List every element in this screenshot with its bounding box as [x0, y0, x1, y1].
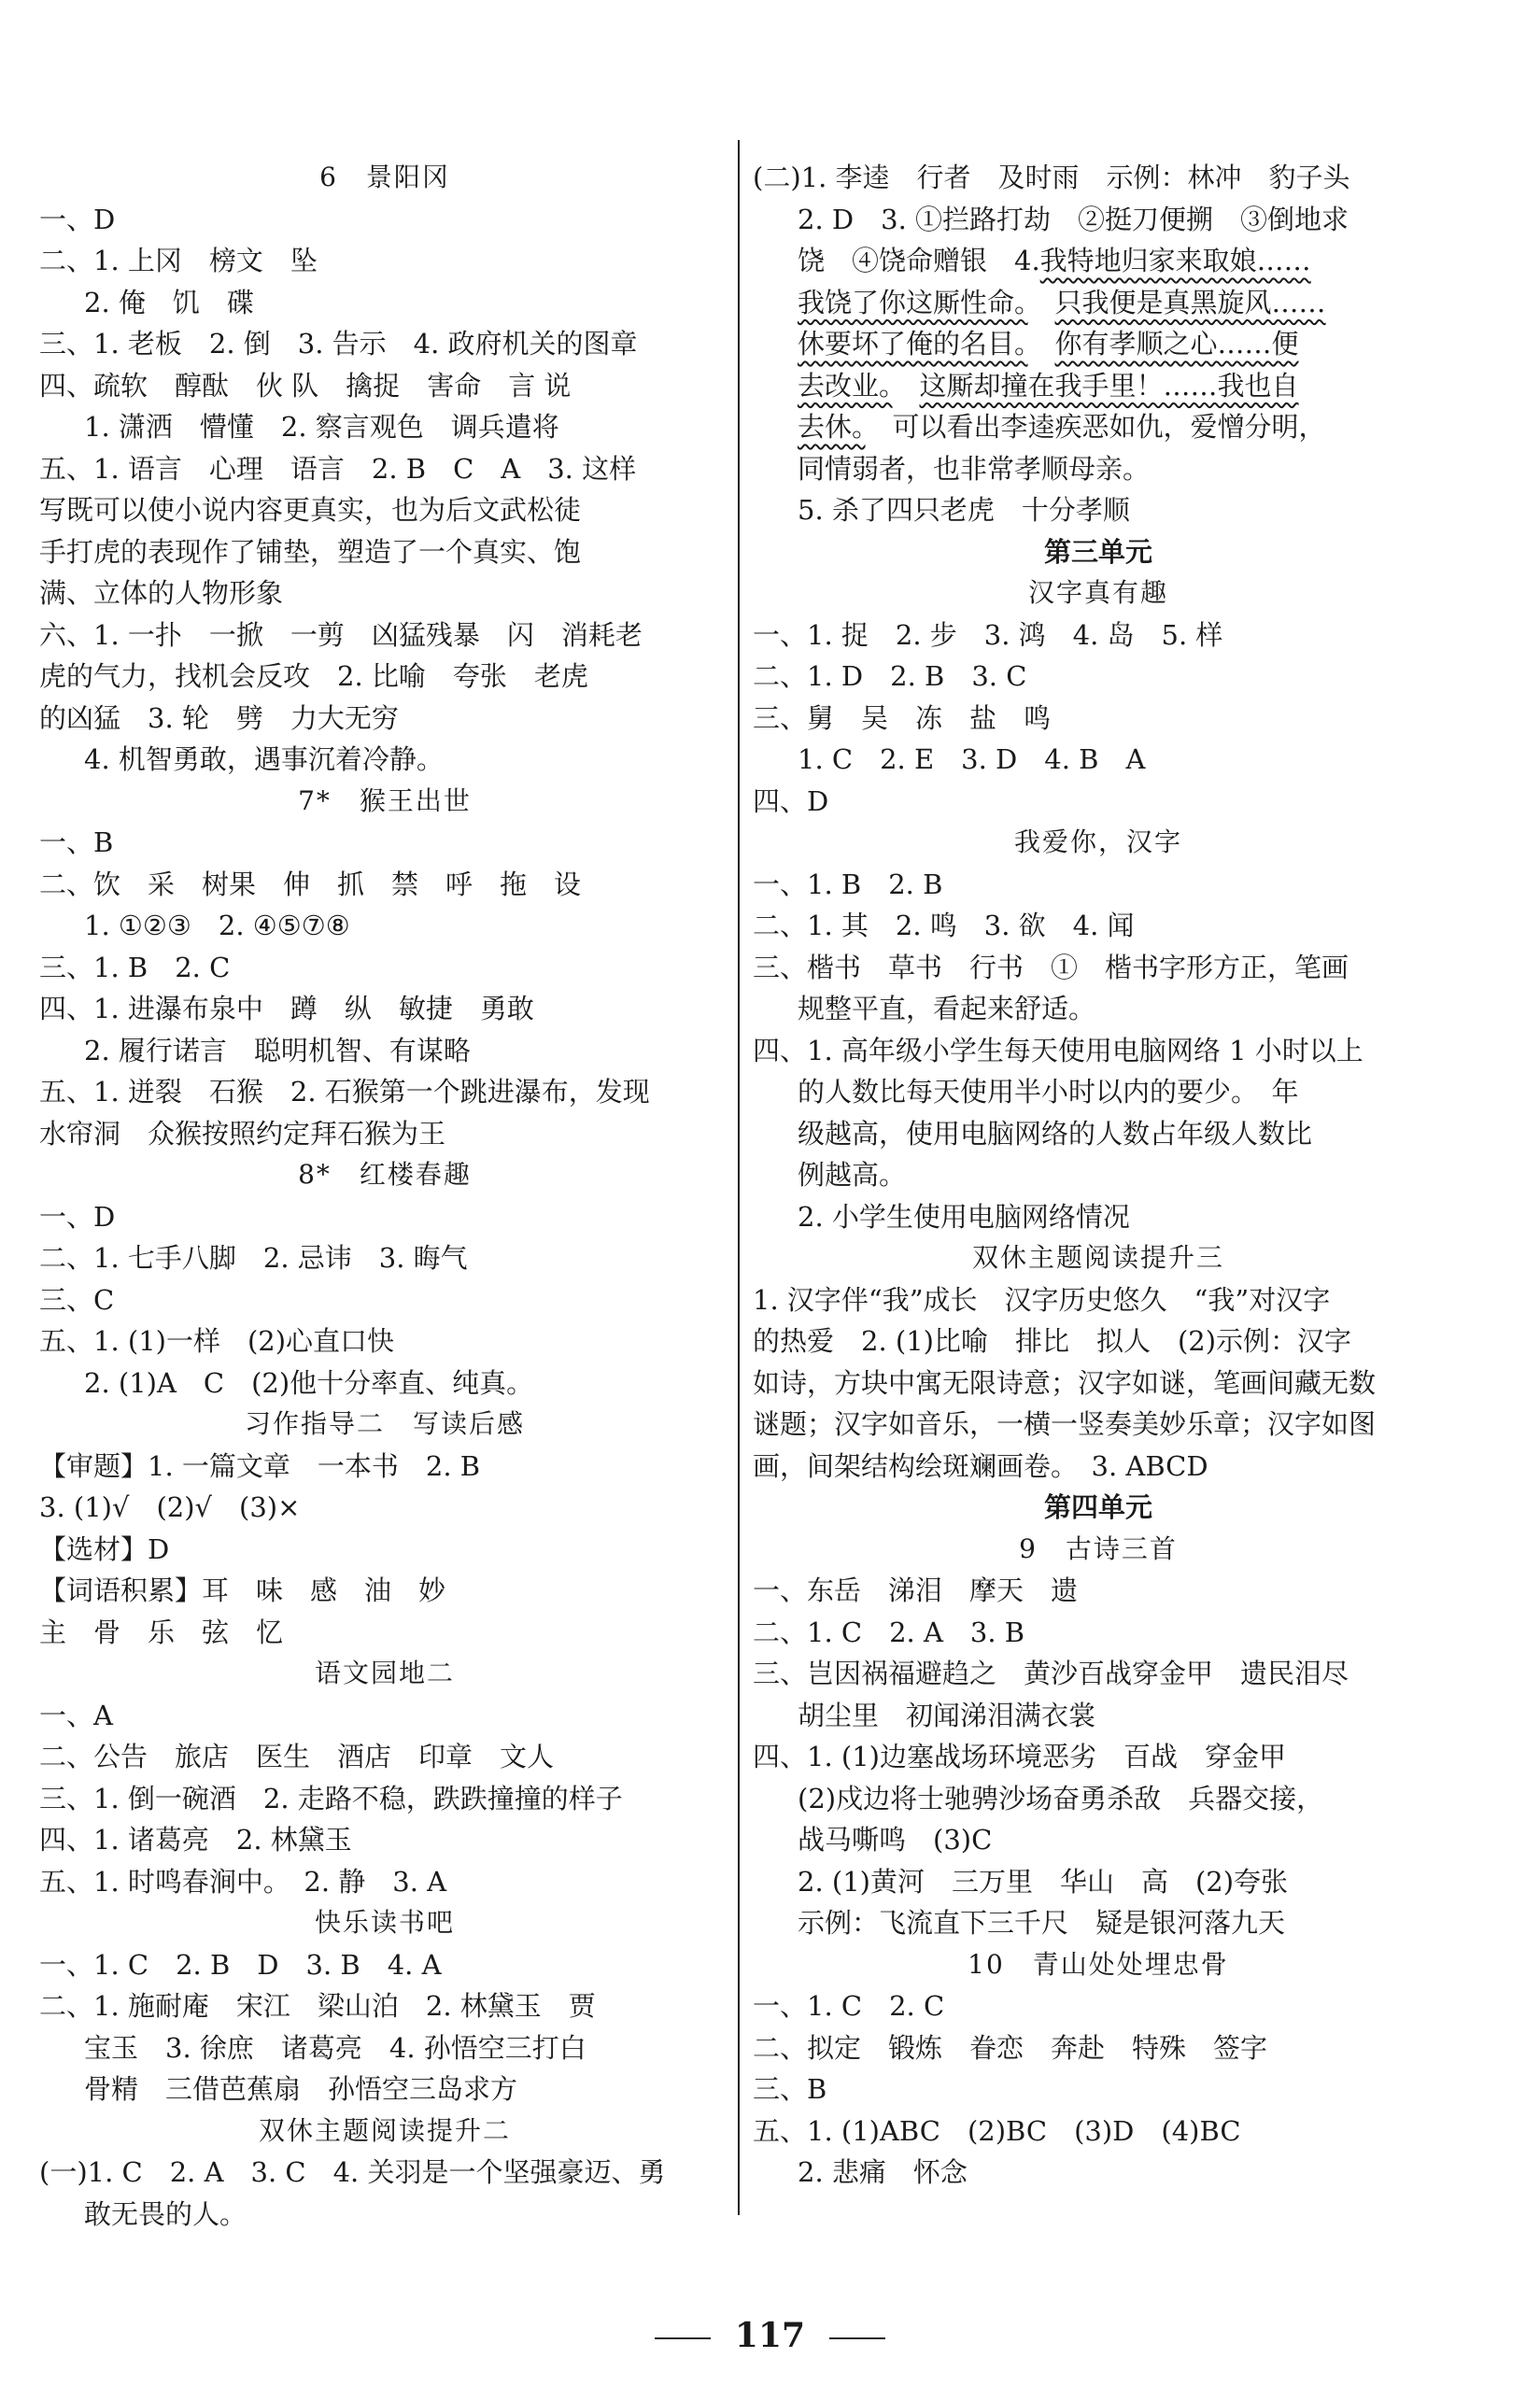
quote: 去改业。: [798, 369, 893, 402]
answer-line: 二、1. 施耐庵 宋江 梁山泊 2. 林黛玉 贾: [39, 1990, 596, 2022]
answer-line: 二、公告 旅店 医生 酒店 印章 文人: [39, 1741, 555, 1772]
answer-line: [753, 365, 1444, 407]
section-heading: 7* 猴王出世: [298, 784, 472, 816]
answer-line: 的凶猛 3. 轮 劈 力大无穷: [39, 701, 399, 734]
answer-line: [753, 323, 1444, 365]
answer-line: 一、D: [39, 203, 116, 235]
answer-line: 饶 ④饶命赠银 4.我特地归家来取娘……: [798, 245, 1311, 276]
answer-line: 1. 潇洒 懵懂 2. 察言观色 调兵遣将: [84, 411, 559, 443]
answer-line: 3. (1)√ (2)√ (3)×: [39, 1491, 301, 1523]
quote: 我特地归家来取娘……: [1039, 245, 1311, 276]
answer-line: 一、B: [39, 826, 114, 858]
section-heading: 6 景阳冈: [319, 162, 450, 192]
answer-line: 【选材】D: [39, 1532, 170, 1565]
answer-line: 五、1. 时鸣春涧中。 2. 静 3. A: [39, 1865, 447, 1898]
answer-line: 水帘洞 众猴按照约定拜石猴为王: [39, 1117, 446, 1150]
answer-line: 【词语积累】耳 味 感 油 妙: [39, 1574, 446, 1606]
answer-line: 的热爱 2. (1)比喻 排比 拟人 (2)示例：汉字: [753, 1325, 1352, 1357]
section-heading: 快乐读书吧: [314, 1907, 455, 1938]
section-heading: 汉字真有趣: [1027, 577, 1168, 608]
answer-line: 主 骨 乐 弦 忆: [39, 1616, 284, 1648]
answer-line: (2)戍边将士驰骋沙场奋勇杀敌 兵器交接，: [798, 1782, 1324, 1814]
quote: 只我便是真黑旋风……: [1054, 286, 1326, 318]
answer-line: 1. C 2. E 3. D 4. B A: [798, 743, 1146, 775]
answer-line: 例越高。: [798, 1159, 907, 1191]
answer-line: 写既可以使小说内容更真实，也为后文武松徒: [39, 494, 582, 526]
answer-line: 一、1. B 2. B: [753, 868, 943, 900]
section-heading: 8* 红楼春趣: [298, 1159, 472, 1190]
answer-line: 规整平直，看起来舒适。: [798, 993, 1096, 1024]
answer-line: 三、楷书 草书 行书 ① 楷书字形方正，笔画: [753, 951, 1349, 983]
answer-line: 一、东岳 涕泪 摩天 遗: [753, 1574, 1079, 1606]
answer-line: 三、B: [753, 2073, 827, 2105]
answer-line: 5. 杀了四只老虎 十分孝顺: [798, 494, 1130, 526]
answer-line: 二、1. C 2. A 3. B: [753, 1616, 1025, 1648]
answer-line: 二、1. 七手八脚 2. 忌讳 3. 晦气: [39, 1242, 468, 1274]
answer-line: 的人数比每天使用半小时以内的要少。 年: [798, 1076, 1299, 1108]
answer-line: 1. 汉字伴“我”成长 汉字历史悠久 “我”对汉字: [753, 1283, 1331, 1316]
right-column: [753, 157, 1444, 2194]
answer-line: 2. 履行诺言 聪明机智、有谋略: [84, 1034, 471, 1066]
answer-line: 四、1. 诸葛亮 2. 林黛玉: [39, 1824, 352, 1856]
answer-line: 胡尘里 初闻涕泪满衣裳: [798, 1699, 1096, 1731]
answer-text: 同情弱者，也非常孝顺母亲。: [798, 452, 1151, 485]
section-heading: 10 青山处处埋忠骨: [968, 1948, 1229, 1980]
footer-dash: [829, 2337, 885, 2339]
answer-line: (一)1. C 2. A 3. C 4. 关羽是一个坚强豪迈、勇: [39, 2156, 666, 2188]
answer-line: 画，间架结构绘斑斓画卷。 3. ABCD: [753, 1449, 1208, 1482]
answer-line: 如诗，方块中寓无限诗意；汉字如谜，笔画间藏无数: [753, 1366, 1377, 1399]
section-heading: 第三单元: [1043, 535, 1152, 568]
answer-line: 一、A: [39, 1699, 113, 1731]
answer-line: 六、1. 一扑 一掀 一剪 凶猛残暴 闪 消耗老: [39, 618, 643, 651]
answer-line: 2. D 3. ①拦路打劫 ②挺刀便搠 ③倒地求: [798, 203, 1349, 235]
answer-line: (二)1. 李逵 行者 及时雨 示例：林冲 豹子头: [753, 162, 1350, 193]
answer-line: 4. 机智勇敢，遇事沉着冷静。: [84, 743, 444, 775]
section-heading: 第四单元: [1043, 1491, 1152, 1523]
answer-line: 四、1. 进瀑布泉中 蹲 纵 敏捷 勇敢: [39, 993, 534, 1024]
quote: 这厮却撞在我手里！……我也自: [919, 369, 1299, 402]
column-divider: [738, 140, 740, 2215]
answer-line: 2. (1)A C (2)他十分率直、纯真。: [84, 1366, 534, 1399]
section-heading: 双休主题阅读提升三: [971, 1242, 1224, 1273]
section-heading: 语文园地二: [314, 1658, 455, 1688]
footer-dash: [655, 2337, 711, 2339]
quote: 我饶了你这厮性命。: [798, 286, 1028, 318]
quote: 去休。: [798, 411, 866, 443]
answer-line: 二、1. D 2. B 3. C: [753, 660, 1027, 692]
answer-line: 三、1. 老板 2. 倒 3. 告示 4. 政府机关的图章: [39, 328, 638, 360]
answer-line: 四、疏软 醇酞 伙 队 擒捉 害命 言 说: [39, 369, 572, 402]
answer-line: 一、1. 捉 2. 步 3. 鸿 4. 岛 5. 样: [753, 618, 1223, 651]
answer-line: 宝玉 3. 徐庶 诸葛亮 4. 孙悟空三打白: [84, 2031, 586, 2064]
answer-line: [753, 448, 1444, 490]
answer-line: 五、1. (1)ABC (2)BC (3)D (4)BC: [753, 2114, 1241, 2147]
answer-line: 级越高，使用电脑网络的人数占年级人数比: [798, 1117, 1313, 1150]
answer-line: 一、1. C 2. B D 3. B 4. A: [39, 1948, 442, 1981]
answer-line: 虎的气力，找机会反攻 2. 比喻 夸张 老虎: [39, 660, 588, 692]
answer-line: 三、岂因祸福避趋之 黄沙百战穿金甲 遗民泪尽: [753, 1658, 1349, 1689]
answer-line: 手打虎的表现作了铺垫，塑造了一个真实、饱: [39, 535, 582, 568]
answer-line: 二、拟定 锻炼 眷恋 奔赴 特殊 签字: [753, 2031, 1268, 2064]
section-heading: 9 古诗三首: [1019, 1532, 1178, 1564]
answer-line: 五、1. 迸裂 石猴 2. 石猴第一个跳进瀑布，发现: [39, 1076, 650, 1108]
section-heading: 双休主题阅读提升二: [258, 2114, 511, 2146]
answer-line: 战马嘶鸣 (3)C: [798, 1824, 993, 1856]
answer-line: 2. 悲痛 怀念: [798, 2156, 968, 2188]
answer-line: 二、1. 上冈 榜文 坠: [39, 245, 318, 276]
answer-line: 2. 小学生使用电脑网络情况: [798, 1200, 1130, 1233]
answer-line: 一、1. C 2. C: [753, 1990, 945, 2022]
answer-line: 三、1. 倒一碗酒 2. 走路不稳，跌跌撞撞的样子: [39, 1782, 623, 1814]
answer-line: 二、饮 采 树果 伸 抓 禁 呼 拖 设: [39, 868, 582, 900]
answer-line: 三、舅 吴 冻 盐 鸣: [753, 701, 1052, 734]
section-heading: 我爱你，汉字: [1013, 826, 1182, 857]
answer-line: 三、C: [39, 1283, 115, 1316]
answer-line: 2. (1)黄河 三万里 华山 高 (2)夸张: [798, 1865, 1289, 1898]
answer-line: 谜题；汉字如音乐，一横一竖奏美妙乐章；汉字如图: [753, 1408, 1377, 1440]
answer-line: 骨精 三借芭蕉扇 孙悟空三岛求方: [84, 2073, 518, 2105]
section-heading: 习作指导二 写读后感: [244, 1408, 525, 1439]
answer-line: [753, 406, 1444, 448]
page-footer: [0, 2316, 1540, 2355]
answer-line: 满、立体的人物形象: [39, 577, 284, 609]
answer-line: 一、D: [39, 1200, 116, 1233]
page-number: 117: [734, 2316, 806, 2355]
left-column: [39, 157, 730, 2235]
answer-line: 五、1. (1)一样 (2)心直口快: [39, 1325, 395, 1357]
answer-line: 2. 俺 饥 碟: [84, 286, 254, 318]
answer-line: 二、1. 其 2. 鸣 3. 欲 4. 闻: [753, 910, 1135, 941]
answer-line: 敢无畏的人。: [84, 2197, 247, 2230]
answer-line: [753, 282, 1444, 324]
answer-line: 三、1. B 2. C: [39, 951, 231, 983]
answer-line: 四、1. 高年级小学生每天使用电脑网络 1 小时以上: [753, 1034, 1363, 1066]
answer-line: 四、D: [753, 784, 829, 817]
answer-line: 1. ①②③ 2. ④⑤⑦⑧: [84, 910, 350, 941]
answer-line: 示例：飞流直下三千尺 疑是银河落九天: [798, 1907, 1286, 1939]
answer-line: 五、1. 语言 心理 语言 2. B C A 3. 这样: [39, 452, 637, 485]
answer-text: 可以看出李逵疾恶如仇，爱憎分明，: [892, 411, 1326, 443]
quote: 休要坏了俺的名目。: [798, 328, 1028, 360]
answer-line: 四、1. (1)边塞战场环境恶劣 百战 穿金甲: [753, 1741, 1286, 1772]
quote: 你有孝顺之心……便: [1054, 328, 1299, 360]
answer-line: 【审题】1. 一篇文章 一本书 2. B: [39, 1449, 481, 1482]
